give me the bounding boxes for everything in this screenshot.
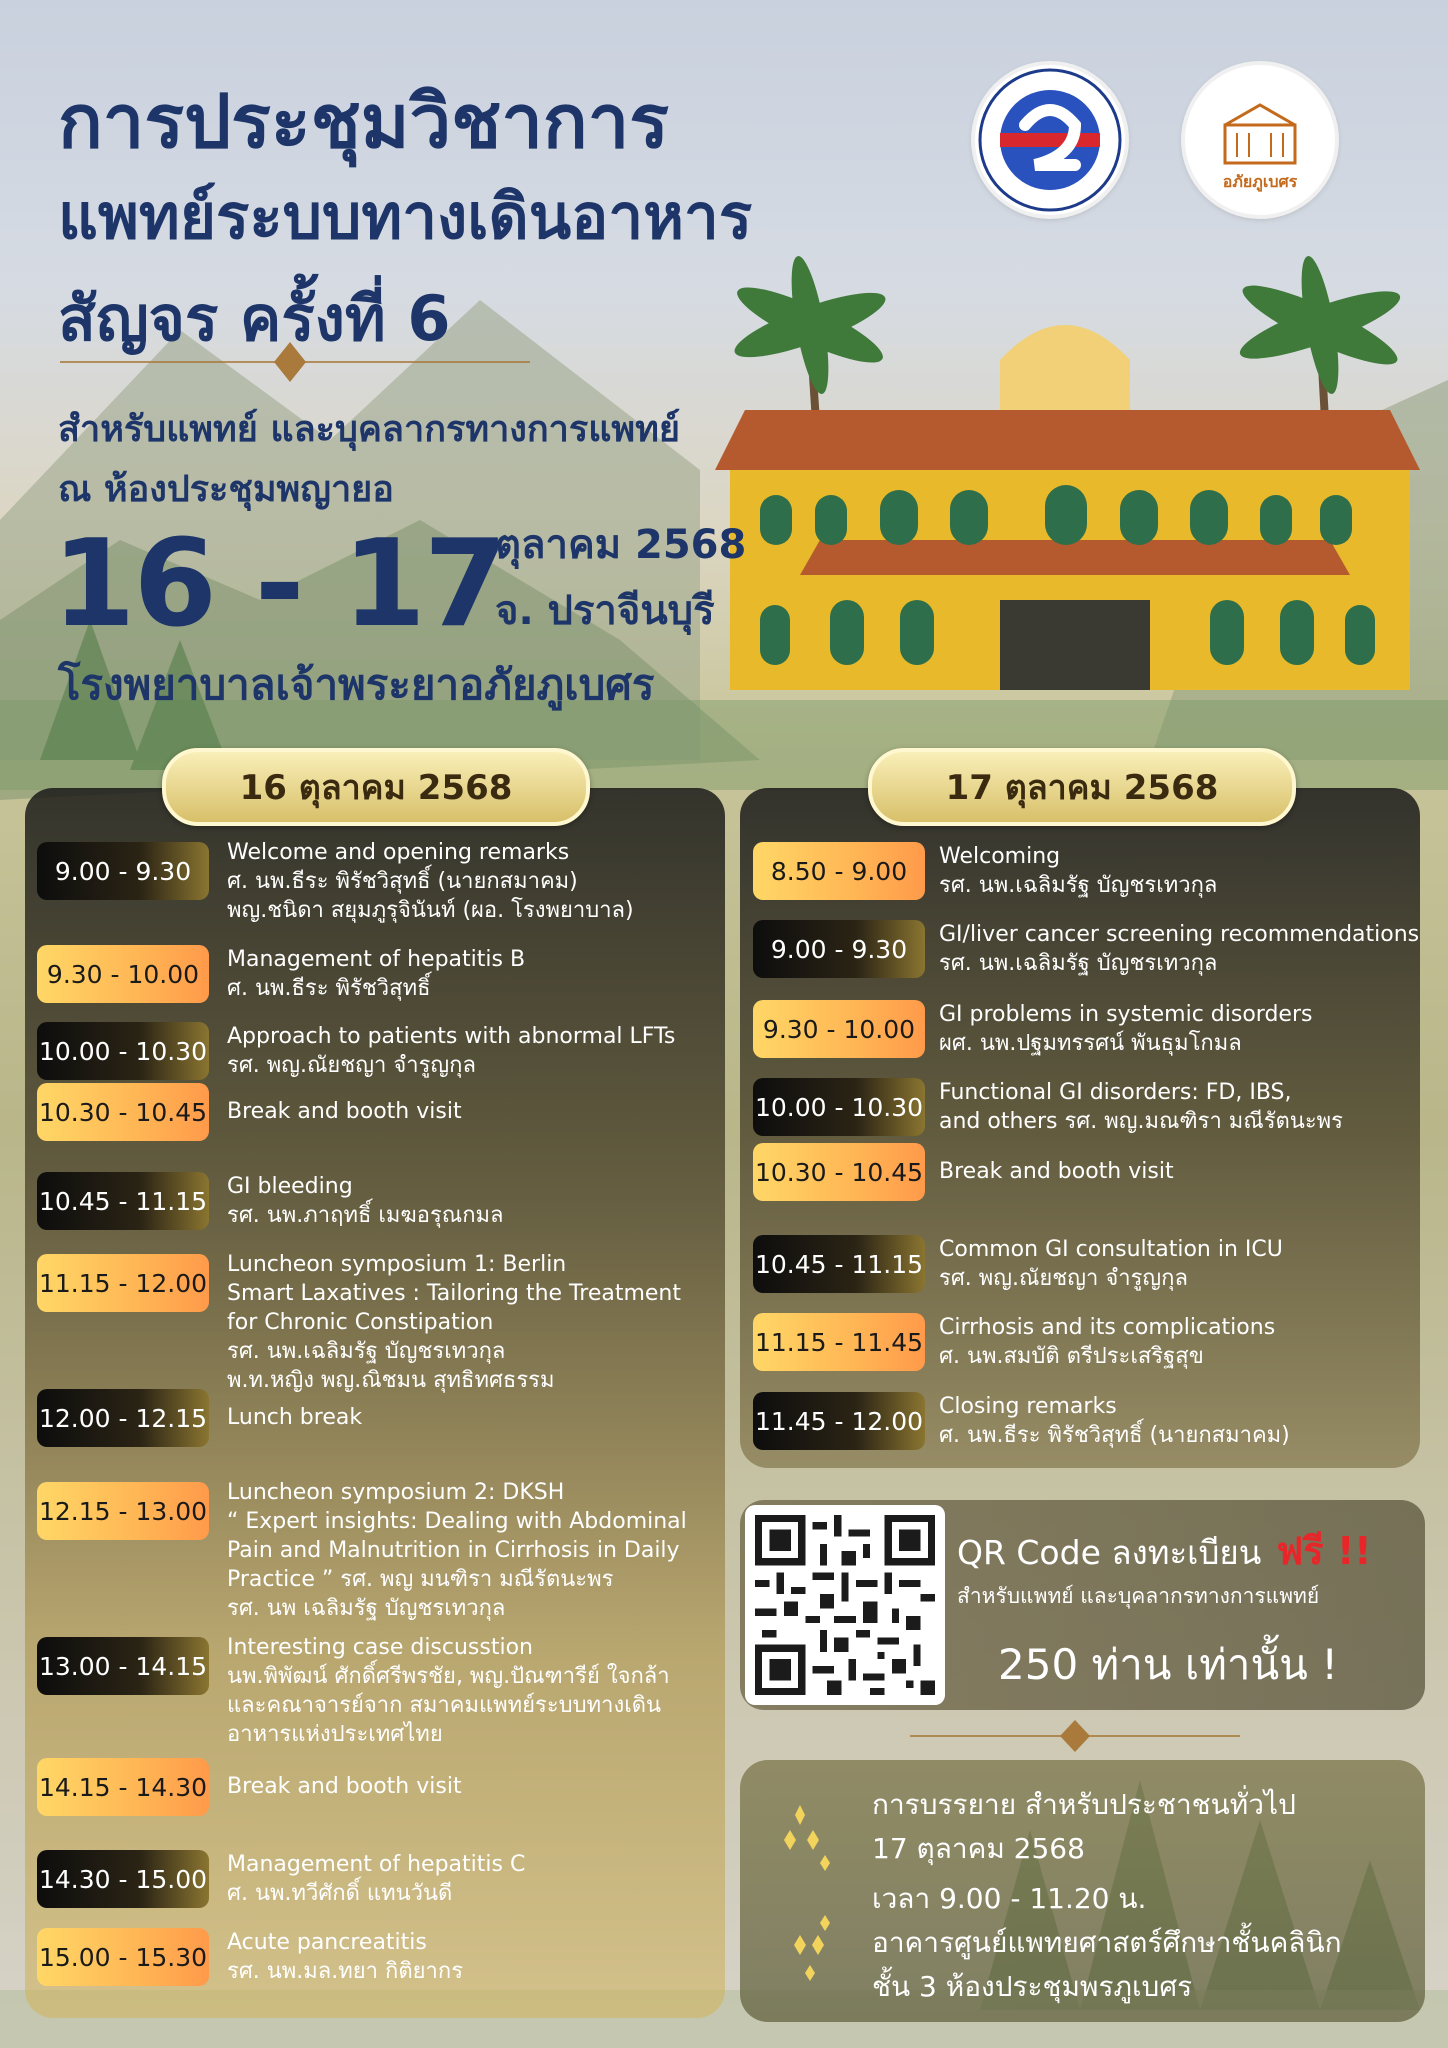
session-description <box>939 1157 1174 1186</box>
title-line-1: การประชุมวิชาการ <box>58 79 670 165</box>
session-description <box>939 1235 1283 1293</box>
session-line: Smart Laxatives : Tailoring the Treatment <box>227 1281 681 1306</box>
session-line: Welcoming <box>939 844 1061 869</box>
session-time: 9.30 - 10.00 <box>753 1000 925 1058</box>
session-line: รศ. พญ.ณัยชญา จำรูญกุล <box>939 1266 1188 1291</box>
session-line: Functional GI disorders: FD, IBS, <box>939 1080 1292 1105</box>
session-time: 13.00 - 14.15 <box>37 1637 209 1695</box>
free-badge: ฟรี !! <box>1276 1529 1372 1573</box>
session-line: GI/liver cancer screening recommendations <box>939 922 1420 947</box>
session-line: Welcome and opening remarks <box>227 840 570 865</box>
day2-date-pill: 17 ตุลาคม 2568 <box>868 748 1296 826</box>
session-time: 9.00 - 9.30 <box>37 842 209 900</box>
registration-audience: สำหรับแพทย์ และบุคลากรทางการแพทย์ <box>957 1584 1320 1608</box>
qr-label-row <box>957 1520 1372 1581</box>
session-line: พ.ท.หญิง พญ.ณิชมน สุทธิทศธรรม <box>227 1368 555 1393</box>
session-description <box>227 1022 675 1080</box>
province: จ. ปราจีนบุรี <box>495 588 715 634</box>
session-line: ศ. นพ.ทวีศักดิ์ แทนวันดี <box>227 1881 453 1906</box>
public-lecture-line-3: เวลา 9.00 - 11.20 น. <box>872 1882 1147 1915</box>
session-line: Cirrhosis and its complications <box>939 1315 1276 1340</box>
session-line: รศ. นพ เฉลิมรัฐ บัญชรเทวกุล <box>227 1596 506 1621</box>
session-line: ศ. นพ.ธีระ พิรัชวิสุทธิ์ (นายกสมาคม) <box>939 1423 1290 1448</box>
session-description <box>227 1403 362 1432</box>
session-time: 10.00 - 10.30 <box>753 1078 925 1136</box>
session-time: 8.50 - 9.00 <box>753 842 925 900</box>
session-description <box>227 1772 462 1801</box>
public-lecture-text <box>872 1783 1342 2009</box>
session-line: Break and booth visit <box>939 1159 1174 1184</box>
session-line: Management of hepatitis C <box>227 1852 526 1877</box>
session-time: 14.15 - 14.30 <box>37 1758 209 1816</box>
session-line: และคณาจารย์จาก สมาคมแพทย์ระบบทางเดิน <box>227 1693 662 1718</box>
session-line: ผศ. นพ.ปฐมทรรศน์ พันธุมโกมล <box>939 1031 1242 1056</box>
session-description <box>227 1172 504 1230</box>
room-text: ณ ห้องประชุมพญายอ <box>58 469 394 510</box>
session-line: GI bleeding <box>227 1174 353 1199</box>
session-description <box>939 1313 1275 1371</box>
session-line: รศ. นพ.เฉลิมรัฐ บัญชรเทวกุล <box>227 1339 506 1364</box>
session-line: รศ. นพ.มล.ทยา กิติยากร <box>227 1959 464 1984</box>
session-line: “ Expert insights: Dealing with Abdominal <box>227 1509 687 1534</box>
session-line: Lunch break <box>227 1405 363 1430</box>
session-line: รศ. พญ.ณัยชญา จำรูญกุล <box>227 1053 476 1078</box>
title-line-2: แพทย์ระบบทางเดินอาหาร <box>58 180 753 253</box>
session-line: Interesting case discusstion <box>227 1635 534 1660</box>
hospital-name: โรงพยาบาลเจ้าพระยาอภัยภูเบศร <box>58 660 655 709</box>
session-description <box>939 842 1217 900</box>
session-line: Luncheon symposium 1: Berlin <box>227 1252 567 1277</box>
session-description <box>227 1478 687 1623</box>
session-description <box>227 1633 670 1749</box>
session-line: Acute pancreatitis <box>227 1930 427 1955</box>
session-description <box>939 1392 1290 1450</box>
session-description <box>227 1250 681 1395</box>
qr-label: QR Code ลงทะเบียน <box>957 1533 1262 1572</box>
session-time: 10.00 - 10.30 <box>37 1022 209 1080</box>
public-lecture-line-4: อาคารศูนย์แพทยศาสตร์ศึกษาชั้นคลินิก <box>872 1926 1342 1959</box>
session-description <box>939 920 1419 978</box>
session-line: Closing remarks <box>939 1394 1117 1419</box>
public-lecture-line-1: การบรรยาย สำหรับประชาชนทั่วไป <box>872 1788 1296 1821</box>
session-line: รศ. นพ.ภาฤทธิ์ เมฆอรุณกมล <box>227 1203 504 1228</box>
session-line: รศ. นพ.เฉลิมรัฐ บัญชรเทวกุล <box>939 873 1218 898</box>
session-time: 11.15 - 11.45 <box>753 1313 925 1371</box>
public-lecture-line-2: 17 ตุลาคม 2568 <box>872 1832 1085 1865</box>
session-line: อาหารแห่งประเทศไทย <box>227 1722 443 1747</box>
session-line: GI problems in systemic disorders <box>939 1002 1313 1027</box>
session-description <box>939 1078 1343 1136</box>
session-time: 12.15 - 13.00 <box>37 1482 209 1540</box>
date-range: 16 - 17 <box>52 515 506 654</box>
audience-text: สำหรับแพทย์ และบุคลากรทางการแพทย์ <box>58 409 680 450</box>
session-line: Break and booth visit <box>227 1099 462 1124</box>
session-time: 10.45 - 11.15 <box>753 1235 925 1293</box>
sparkle-icon <box>780 1910 840 1990</box>
session-time: 12.00 - 12.15 <box>37 1389 209 1447</box>
session-line: Approach to patients with abnormal LFTs <box>227 1024 676 1049</box>
session-line: and others รศ. พญ.มณฑิรา มณีรัตนะพร <box>939 1109 1343 1134</box>
sparkle-icon <box>780 1795 840 1875</box>
session-time: 14.30 - 15.00 <box>37 1850 209 1908</box>
session-line: พญ.ชนิดา สยุมภูรุจินันท์ (ผอ. โรงพยาบาล) <box>227 898 634 923</box>
title-line-3: สัญจร ครั้งที่ 6 <box>58 282 451 355</box>
session-time: 10.30 - 10.45 <box>753 1143 925 1201</box>
session-time: 11.45 - 12.00 <box>753 1392 925 1450</box>
session-time: 9.00 - 9.30 <box>753 920 925 978</box>
session-description <box>227 945 525 1003</box>
session-line: Break and booth visit <box>227 1774 462 1799</box>
svg-text:อภัยภูเบศร: อภัยภูเบศร <box>1222 172 1298 191</box>
session-line: นพ.พิพัฒน์ ศักดิ์ศรีพรชัย, พญ.ปัณฑารีย์ ใจกล้า <box>227 1664 670 1689</box>
session-line: Common GI consultation in ICU <box>939 1237 1283 1262</box>
session-time: 10.30 - 10.45 <box>37 1083 209 1141</box>
session-description <box>227 1097 462 1126</box>
seat-limit: 250 ท่าน เท่านั้น ! <box>998 1640 1339 1689</box>
session-line: Practice ” รศ. พญ มนฑิรา มณีรัตนะพร <box>227 1567 614 1592</box>
session-line: for Chronic Constipation <box>227 1310 494 1335</box>
session-description <box>227 1850 525 1908</box>
session-line: ศ. นพ.สมบัติ ตรีประเสริฐสุข <box>939 1344 1204 1369</box>
session-time: 10.45 - 11.15 <box>37 1172 209 1230</box>
session-description <box>227 1928 463 1986</box>
public-lecture-line-5: ชั้น 3 ห้องประชุมพรภูเบศร <box>872 1970 1193 2003</box>
session-line: ศ. นพ.ธีระ พิรัชวิสุทธิ์ (นายกสมาคม) <box>227 869 578 894</box>
gastro-association-logo <box>975 65 1125 215</box>
abhaibhubejhr-logo <box>1185 65 1335 215</box>
session-line: ศ. นพ.ธีระ พิรัชวิสุทธิ์ <box>227 976 431 1001</box>
session-time: 15.00 - 15.30 <box>37 1928 209 1986</box>
day1-date-pill: 16 ตุลาคม 2568 <box>162 748 590 826</box>
session-description <box>227 838 634 925</box>
session-line: Luncheon symposium 2: DKSH <box>227 1480 565 1505</box>
registration-qr-code[interactable] <box>745 1505 945 1705</box>
session-line: Pain and Malnutrition in Cirrhosis in Daily <box>227 1538 680 1563</box>
session-line: รศ. นพ.เฉลิมรัฐ บัญชรเทวกุล <box>939 951 1218 976</box>
month-year: ตุลาคม 2568 <box>495 522 747 568</box>
session-line: Management of hepatitis B <box>227 947 526 972</box>
session-time: 11.15 - 12.00 <box>37 1254 209 1312</box>
session-description <box>939 1000 1312 1058</box>
session-time: 9.30 - 10.00 <box>37 945 209 1003</box>
